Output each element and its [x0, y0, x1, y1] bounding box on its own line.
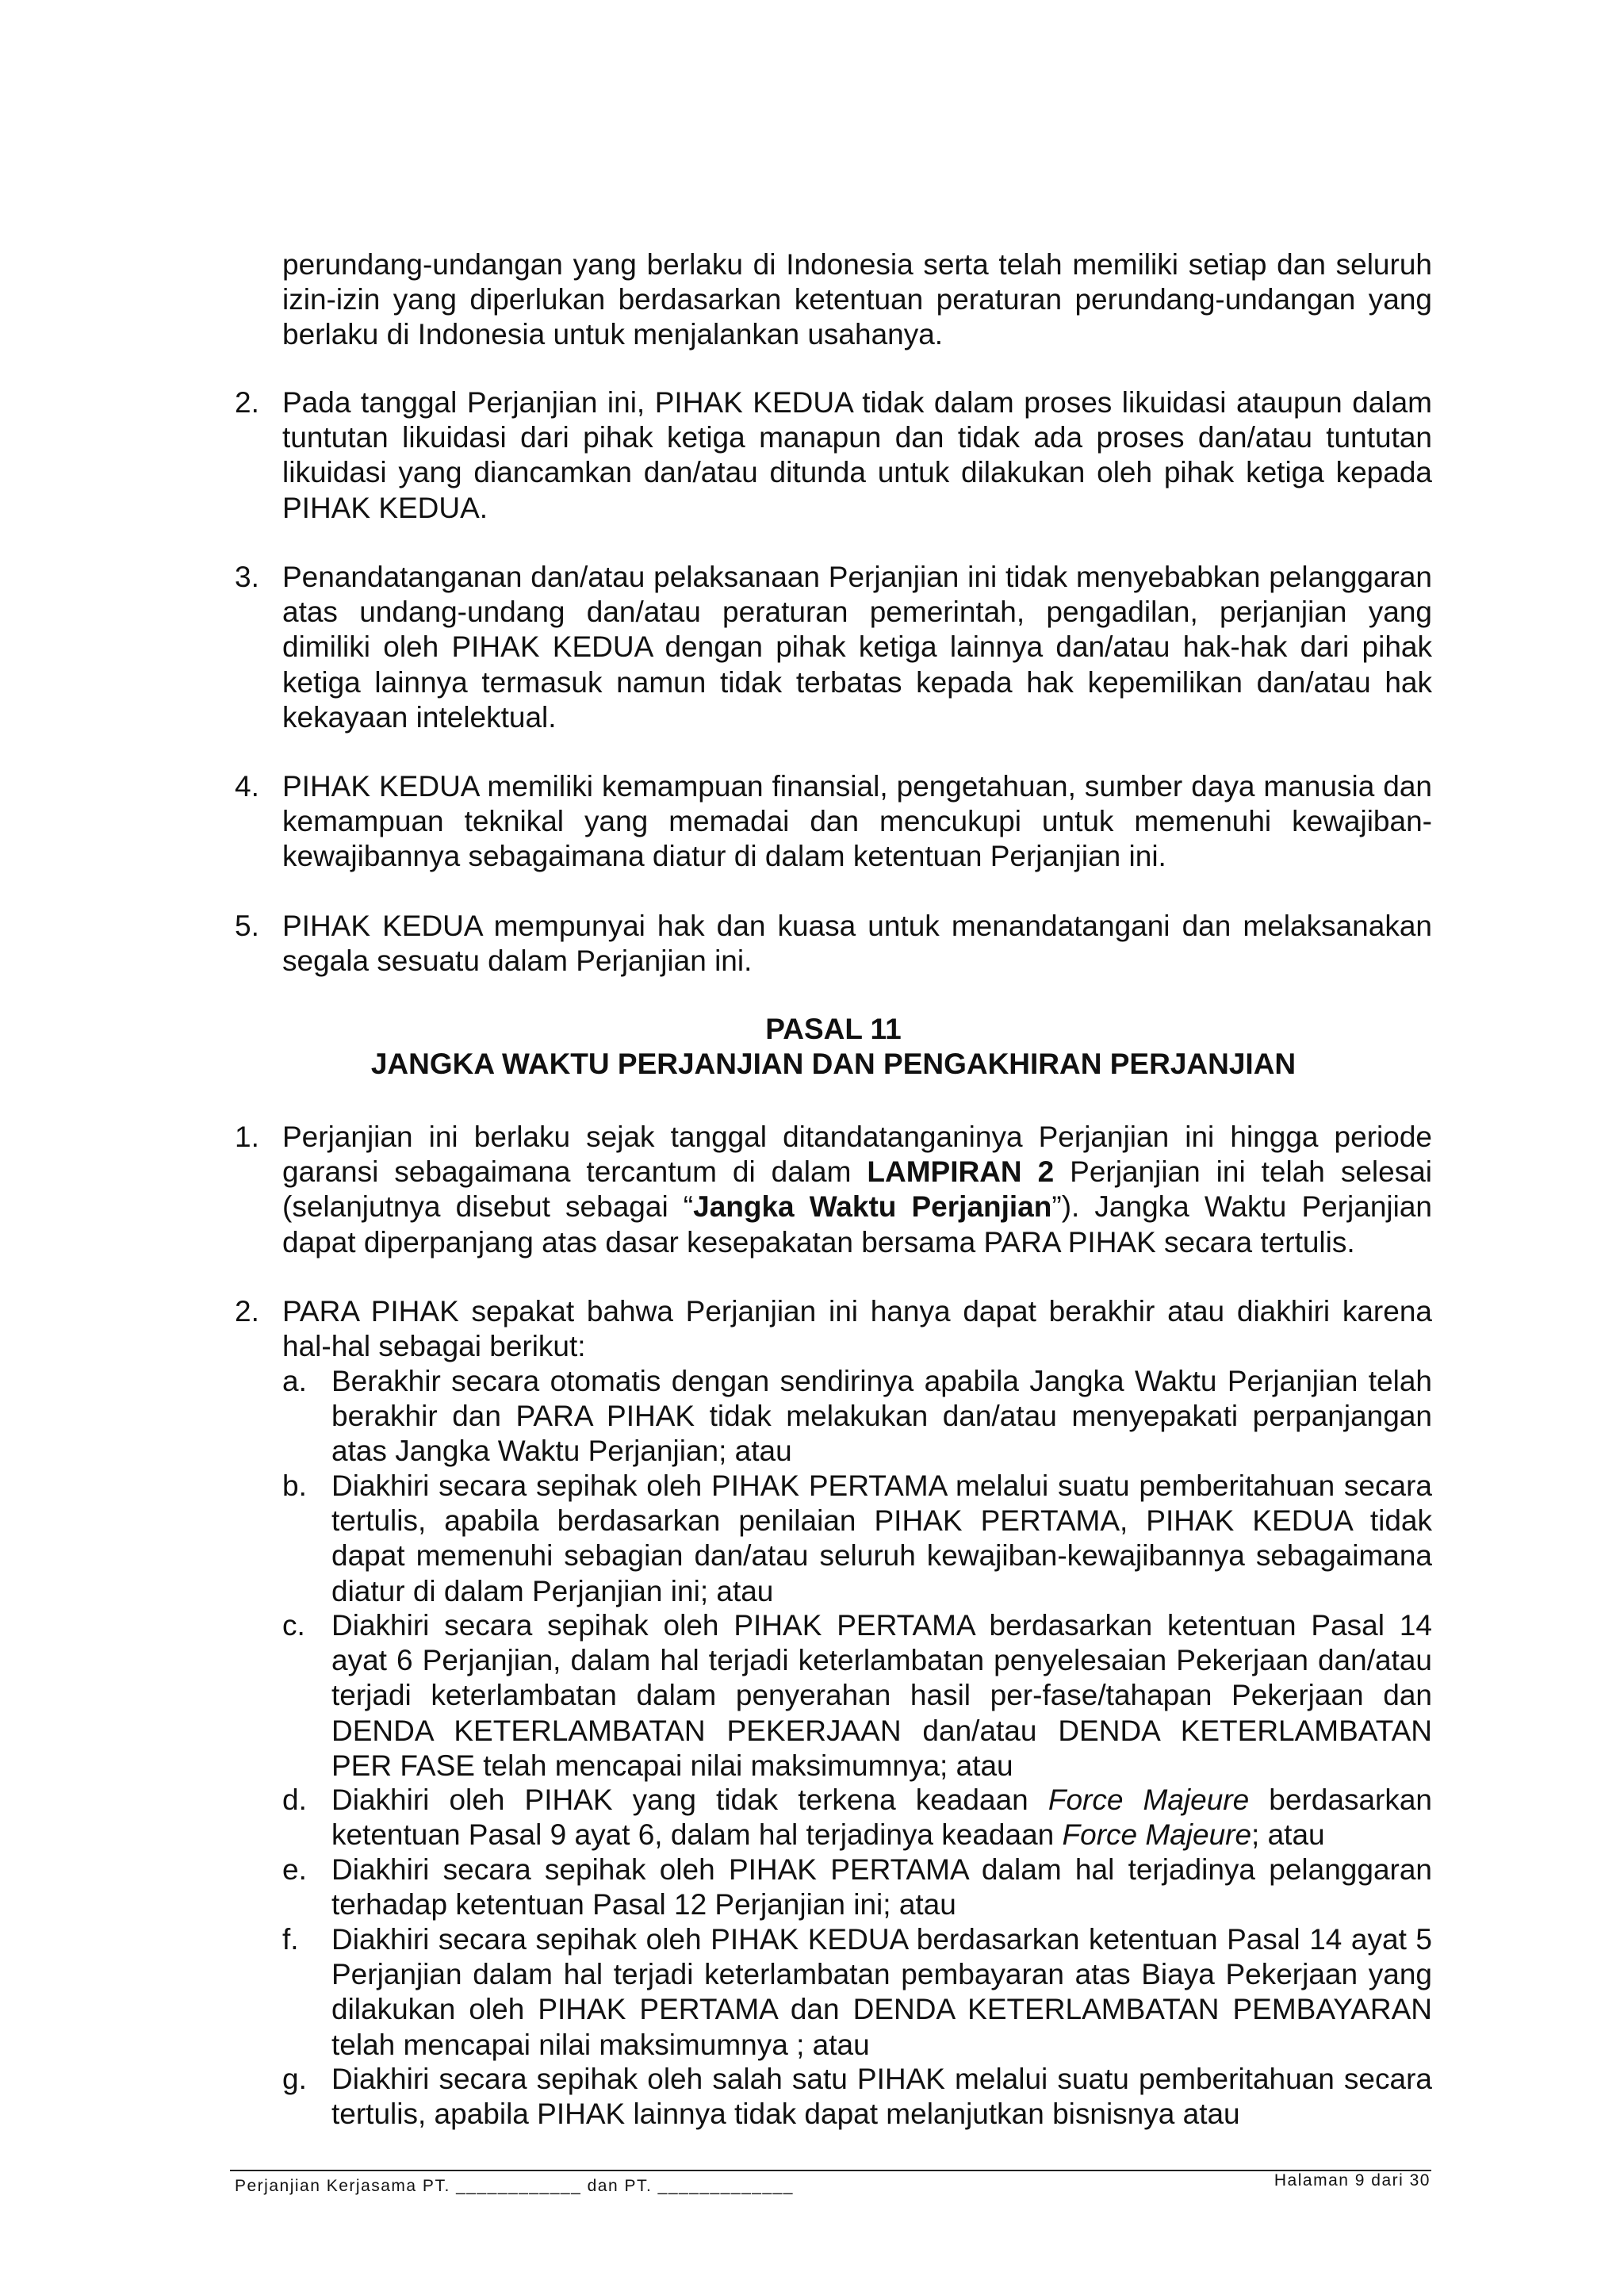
sub-item-letter: b.: [282, 1469, 307, 1502]
item-text: PIHAK KEDUA mempunyai hak dan kuasa untuk menandatangani dan melaksanakan segala sesuatu dalam Perjanjian ini.: [282, 910, 1432, 978]
item-text: Penandatanganan dan/atau pelaksanaan Perjanjian ini tidak menyebabkan pelanggaran atas undang-undang dan/atau peraturan pemerintah, pengadilan, perjanjian yang dimiliki oleh PIHAK KEDUA dengan pihak ketiga lainnya dan/atau hak-hak dari pihak ketiga lainnya termasuk namun tidak terbatas kepada hak kepemilikan dan/atau hak kekayaan intelektual.: [282, 561, 1432, 734]
sub-item-text: Diakhiri secara sepihak oleh PIHAK PERTAMA dalam hal terjadinya pelanggaran terhadap ketentuan Pasal 12 Perjanjian ini; atau: [331, 1853, 1432, 1921]
item-number: 4.: [235, 770, 259, 803]
item-text: Pada tanggal Perjanjian ini, PIHAK KEDUA tidak dalam proses likuidasi ataupun dalam tuntutan likuidasi dari pihak ketiga manapun dan tidak ada proses dan/atau tuntutan likuidasi yang diancamkan dan/atau ditunda untuk dilakukan oleh pihak ketiga kepada PIHAK KEDUA.: [282, 386, 1432, 524]
sub-item-letter: d.: [282, 1784, 307, 1816]
sub-item-letter: f.: [282, 1923, 299, 1956]
sub-item-text: Diakhiri secara sepihak oleh PIHAK PERTAMA melalui suatu pemberitahuan secara tertulis, apabila berdasarkan penilaian PIHAK PERTAMA, PIHAK KEDUA tidak dapat memenuhi sebagian dan/atau seluruh kewajiban-kewajibannya sebagaimana diatur di dalam Perjanjian ini; atau: [331, 1469, 1432, 1607]
sub-item-text: Diakhiri secara sepihak oleh PIHAK KEDUA berdasarkan ketentuan Pasal 14 ayat 5 Perjanjian dalam hal terjadi keterlambatan pembayaran atas Biaya Pekerjaan yang dilakukan oleh PIHAK PERTAMA dan DENDA KETERLAMBATAN PEMBAYARAN telah mencapai nilai maksimumnya ; atau: [331, 1923, 1432, 2061]
item-number: 3.: [235, 561, 259, 593]
item-number: 2.: [235, 1295, 259, 1328]
footer-divider: [230, 2170, 1431, 2171]
bold-jangka-waktu: Jangka Waktu Perjanjian: [693, 1190, 1052, 1224]
sub-item-letter: g.: [282, 2063, 307, 2095]
pasal-title: JANGKA WAKTU PERJANJIAN DAN PENGAKHIRAN PERJANJIAN: [370, 1048, 1297, 1080]
sub-item-letter: e.: [282, 1853, 307, 1886]
pasal-number: PASAL 11: [765, 1013, 902, 1045]
item-text: Perjanjian ini berlaku sejak tanggal ditandatanganinya Perjanjian ini hingga periode garansi sebagaimana tercantum di dalam LAMPIRAN 2 Perjanjian ini telah selesai (selanjutnya disebut sebagai “Jangka Waktu Perjanjian”). Jangka Waktu Perjanjian dapat diperpanjang atas dasar kesepakatan bersama PARA PIHAK secara tertulis.: [282, 1121, 1433, 1259]
footer-page-number: Halaman 9 dari 30: [1274, 2171, 1431, 2190]
sub-item-text: Berakhir secara otomatis dengan sendirinya apabila Jangka Waktu Perjanjian telah berakhir dan PARA PIHAK tidak melakukan dan/atau menyepakati perpanjangan atas Jangka Waktu Perjanjian; atau: [331, 1365, 1432, 1468]
sub-item-text: Diakhiri secara sepihak oleh PIHAK PERTAMA berdasarkan ketentuan Pasal 14 ayat 6 Perjanjian, dalam hal terjadi keterlambatan penyelesaian Pekerjaan dan/atau terjadi keterlambatan dalam penyerahan hasil per-fase/tahapan Pekerjaan dan DENDA KETERLAMBATAN PEKERJAAN dan/atau DENDA KETERLAMBATAN PER FASE telah mencapai nilai maksimumnya; atau: [331, 1609, 1432, 1782]
item-number: 5.: [235, 910, 259, 942]
footer-agreement-title: Perjanjian Kerjasama PT. ____________ dan PT. _____________: [235, 2177, 794, 2195]
sub-item-letter: a.: [282, 1365, 307, 1397]
item-number: 2.: [235, 386, 259, 419]
bold-lampiran: LAMPIRAN 2: [867, 1155, 1055, 1189]
sub-item-letter: c.: [282, 1609, 305, 1642]
item-text: PARA PIHAK sepakat bahwa Perjanjian ini hanya dapat berakhir atau diakhiri karena hal-hal sebagai berikut:: [282, 1295, 1432, 1363]
item-text: PIHAK KEDUA memiliki kemampuan finansial, pengetahuan, sumber daya manusia dan kemampuan teknikal yang memadai dan mencukupi untuk memenuhi kewajiban-kewajibannya sebagaimana diatur di dalam ketentuan Perjanjian ini.: [282, 770, 1432, 873]
sub-item-text: Diakhiri secara sepihak oleh salah satu PIHAK melalui suatu pemberitahuan secara tertulis, apabila PIHAK lainnya tidak dapat melanjutkan bisnisnya atau: [331, 2063, 1432, 2131]
sub-item-text: Diakhiri oleh PIHAK yang tidak terkena keadaan Force Majeure berdasarkan ketentuan Pasal 9 ayat 6, dalam hal terjadinya keadaan Force Majeure; atau: [331, 1784, 1432, 1852]
intro-paragraph: perundang-undangan yang berlaku di Indonesia serta telah memiliki setiap dan seluruh izin-izin yang diperlukan berdasarkan ketentuan peraturan perundang-undangan yang berlaku di Indonesia untuk menjalankan usahanya.: [282, 248, 1432, 351]
item-number: 1.: [235, 1121, 259, 1153]
